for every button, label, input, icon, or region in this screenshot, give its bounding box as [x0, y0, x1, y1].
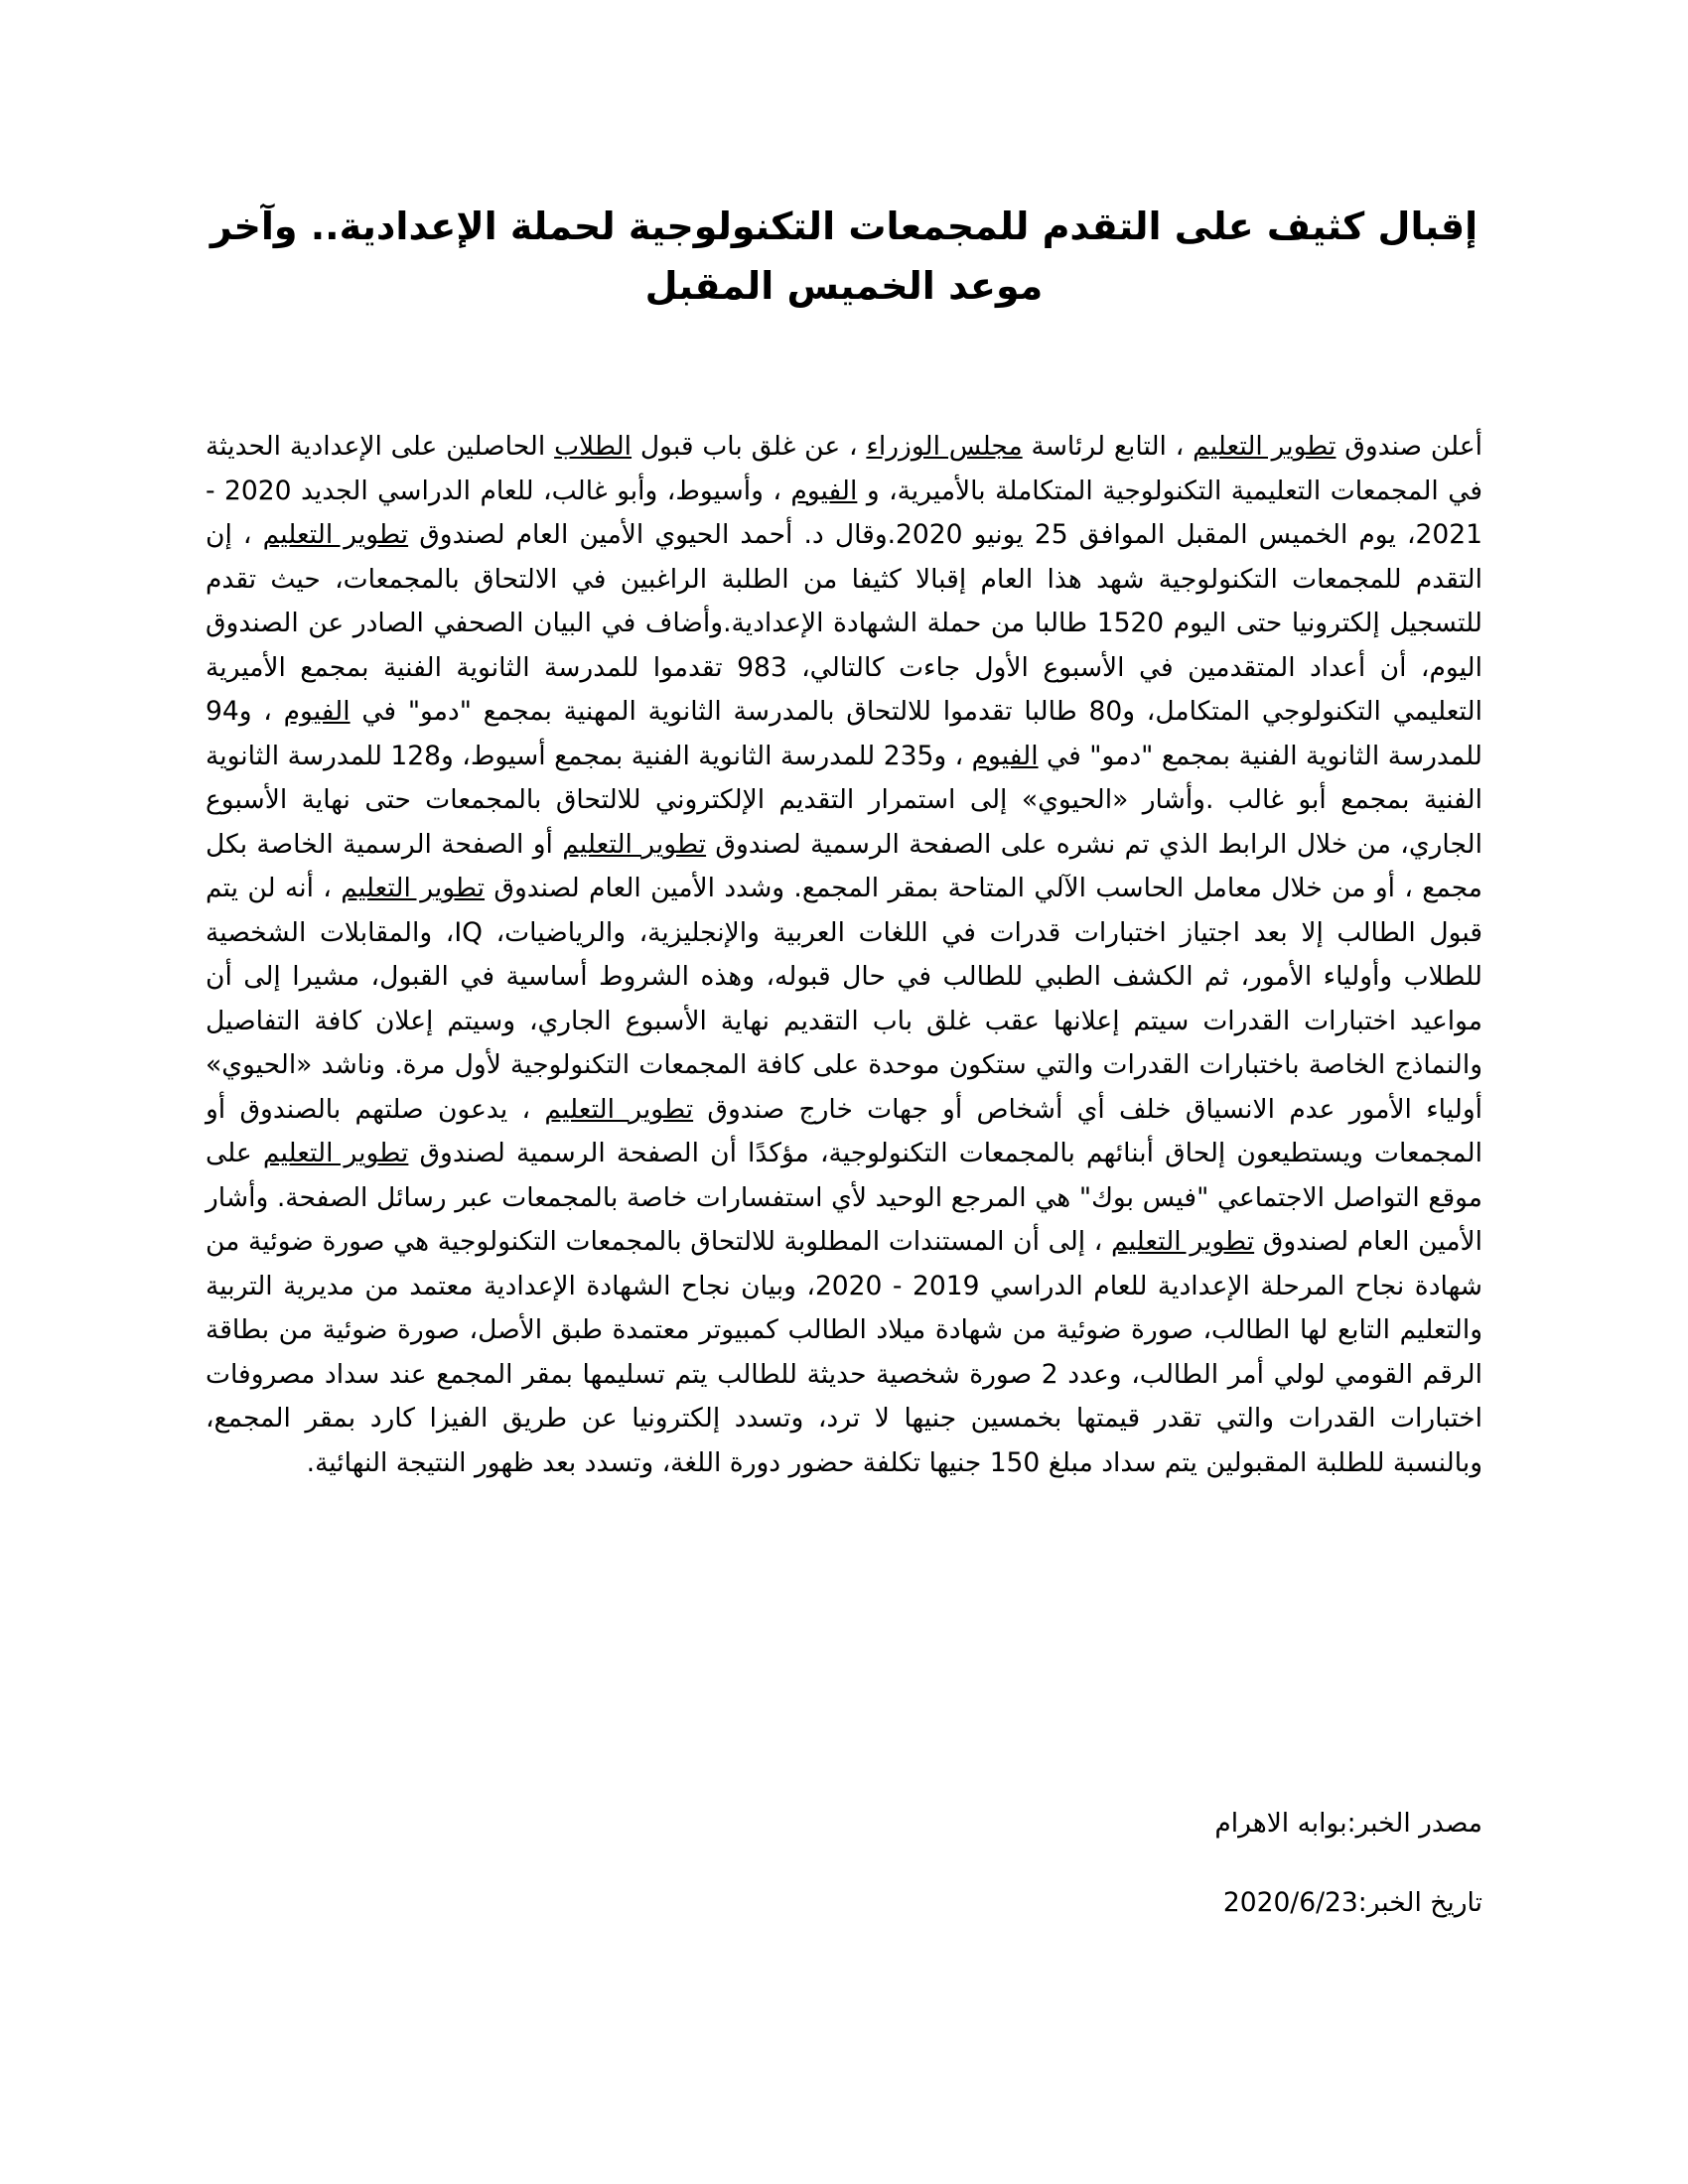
body-text-segment: ، التابع لرئاسة	[1022, 431, 1194, 462]
underlined-link[interactable]: الطلاب	[554, 431, 633, 462]
underlined-link[interactable]: تطوير التعليم	[341, 873, 486, 903]
body-text-segment: ، يدعون صلتهم بالصندوق أو المجمعات ويستطيعون إلحاق أبنائهم بالمجمعات التكنولوجية، مؤكدًا أن الصفحة الرسمية لصندوق	[206, 1093, 1482, 1168]
news-date: تاريخ الخبر:2020/6/23	[1222, 1887, 1482, 1918]
article-title: إقبال كثيف على التقدم للمجمعات التكنولوجية لحملة الإعدادية.. وآخر موعد الخميس المقبل	[210, 205, 1478, 308]
body-text-segment: ، أنه لن يتم قبول الطالب إلا بعد اجتياز اختبارات قدرات في اللغات العربية والإنجليزية، والرياضيات، IQ، والمقابلات الشخصية للطلاب وأولياء الأمور، ثم الكشف الطبي للطالب في حال قبوله، وهذه الشروط أساسية في القبول، مشيرا إلى أن مواعيد اختبارات القدرات سيتم إعلانها عقب غلق باب التقديم نهاية الأسبوع الجاري، وسيتم إعلان كافة التفاصيل والنماذج الخاصة باختبارات القدرات والتي ستكون موحدة على كافة المجمعات التكنولوجية لأول مرة. وناشد «الحيوي» أولياء الأمور عدم الانسياق خلف أي أشخاص أو جهات خارج صندوق	[206, 873, 1482, 1125]
underlined-link[interactable]: تطوير التعليم	[1111, 1226, 1255, 1257]
body-text-segment: أو الصفحة الرسمية الخاصة بكل مجمع ، أو من خلال معامل الحاسب الآلي المتاحة بمقر المجمع. وشدد الأمين العام لصندوق	[206, 828, 1483, 903]
underlined-link[interactable]: تطوير التعليم	[562, 828, 707, 860]
body-text-segment: على موقع التواصل الاجتماعي "فيس بوك" هي المرجع الوحيد لأي استفسارات خاصة بالمجمعات عبر رسائل الصفحة. وأشار الأمين العام لصندوق	[206, 1138, 1482, 1257]
underlined-link[interactable]: تطوير التعليم	[262, 519, 409, 550]
news-source: مصدر الخبر:بوابه الاهرام	[1214, 1808, 1482, 1839]
underlined-link[interactable]: تطوير التعليم	[1193, 431, 1336, 462]
body-text-segment: ، و94 للمدرسة الثانوية الفنية بمجمع "دمو" في	[206, 696, 1482, 771]
body-text-segment: ، وأسيوط، وأبو غالب، للعام الدراسي الجديد 2020 - 2021، يوم الخميس المقبل الموافق 25 يونيو 2020.وقال د. أحمد الحيوي الأمين العام لصندوق	[206, 475, 1482, 550]
article-body	[206, 425, 1482, 1485]
underlined-link[interactable]: مجلس الوزراء	[866, 431, 1023, 462]
body-text-segment: ، إن التقدم للمجمعات التكنولوجية شهد هذا العام إقبالا كثيفا من الطلبة الراغبين في الالتحاق بالمجمعات، حيث تقدم للتسجيل إلكترونيا حتى اليوم 1520 طالبا من حملة الشهادة الإعدادية.وأضاف في البيان الصحفي الصادر عن الصندوق اليوم، أن أعداد المتقدمين في الأسبوع الأول جاءت كالتالي، 983 تقدموا للمدرسة الثانوية الفنية بمجمع الأميرية التعليمي التكنولوجي المتكامل، و80 طالبا تقدموا للالتحاق بالمدرسة الثانوية المهنية بمجمع "دمو" في	[206, 519, 1483, 727]
underlined-link[interactable]: الفيوم	[790, 475, 858, 506]
underlined-link[interactable]: الفيوم	[971, 740, 1039, 771]
body-text-segment: ، إلى أن المستندات المطلوبة للالتحاق بالمجمعات التكنولوجية هي صورة ضوئية من شهادة نجاح المرحلة الإعدادية للعام الدراسي 2019 - 2020، وبيان نجاح الشهادة الإعدادية معتمد من مديرية التربية والتعليم التابع لها الطالب، صورة ضوئية من شهادة ميلاد الطالب كمبيوتر معتمدة طبق الأصل، صورة ضوئية من بطاقة الرقم القومي لولي أمر الطالب، وعدد 2 صورة شخصية حديثة للطالب يتم تسليمها بمقر المجمع عند سداد مصروفات اختبارات القدرات والتي تقدر قيمتها بخمسين جنيها لا ترد، وتسدد إلكترونيا عن طريق الفيزا كارد بمقر المجمع، وبالنسبة للطلبة المقبولين يتم سداد مبلغ 150 جنيها تكلفة حضور دورة اللغة، وتسدد بعد ظهور النتيجة النهائية.	[206, 1226, 1482, 1478]
body-text-segment: ، و235 للمدرسة الثانوية الفنية بمجمع أسيوط، و128 للمدرسة الثانوية الفنية بمجمع أبو غالب .وأشار «الحيوي» إلى استمرار التقديم الإلكتروني للالتحاق بالمجمعات حتى نهاية الأسبوع الجاري، من خلال الرابط الذي تم نشره على الصفحة الرسمية لصندوق	[206, 740, 1482, 860]
body-text-segment: أعلن صندوق	[1336, 431, 1483, 462]
underlined-link[interactable]: تطوير التعليم	[262, 1138, 409, 1168]
body-text-segment: الحاصلين على الإعدادية الحديثة في المجمعات التعليمية التكنولوجية المتكاملة بالأميرية، و	[206, 431, 1482, 506]
underlined-link[interactable]: الفيوم	[283, 696, 351, 727]
body-text-segment: ، عن غلق باب قبول	[632, 431, 867, 462]
underlined-link[interactable]: تطوير التعليم	[544, 1093, 694, 1125]
